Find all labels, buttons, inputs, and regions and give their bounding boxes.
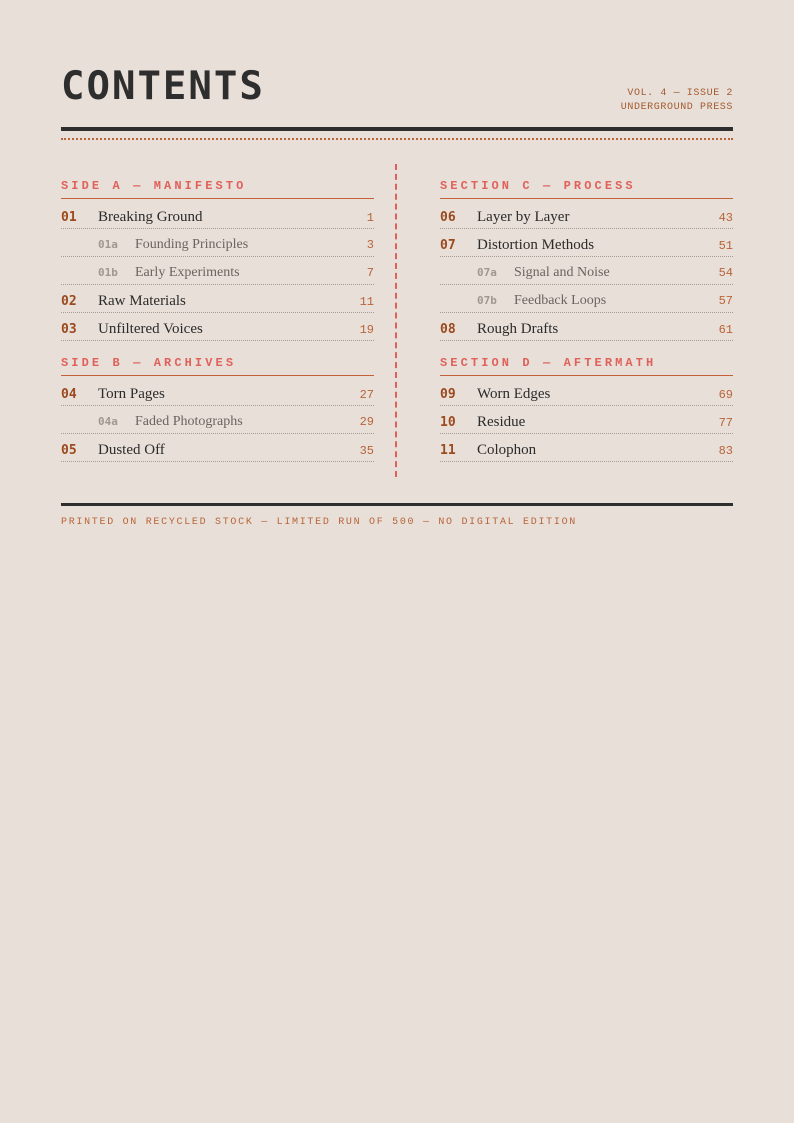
contents-page <box>61 0 733 458</box>
entry-number: 11 <box>440 443 456 458</box>
toc-section <box>440 178 733 341</box>
entry-title: Worn Edges <box>477 386 551 402</box>
column-divider <box>395 164 397 477</box>
entry-title: Breaking Ground <box>98 209 203 225</box>
page-number: 69 <box>718 388 733 402</box>
entry-number: 06 <box>440 210 456 225</box>
toc-entry[interactable] <box>61 285 374 313</box>
toc-subentry[interactable] <box>61 406 374 434</box>
entry-number: 02 <box>61 294 77 309</box>
page-number: 35 <box>359 444 374 458</box>
left-column <box>61 178 374 476</box>
section-title: SIDE B — ARCHIVES <box>61 355 374 376</box>
section-title: SECTION C — PROCESS <box>440 178 733 199</box>
page-number: 27 <box>359 388 374 402</box>
page-number: 43 <box>718 211 733 225</box>
entry-title: Distortion Methods <box>477 237 595 253</box>
entry-title: Unfiltered Voices <box>98 321 203 337</box>
entry-title: Layer by Layer <box>477 209 570 225</box>
page-number: 11 <box>359 295 374 309</box>
toc-subentry[interactable] <box>440 257 733 285</box>
page-number: 83 <box>718 444 733 458</box>
entry-title: Colophon <box>477 442 537 458</box>
toc-entry[interactable] <box>61 378 374 406</box>
entry-title: Raw Materials <box>98 293 186 309</box>
section-title: SIDE A — MANIFESTO <box>61 178 374 199</box>
entry-title: Signal and Noise <box>514 265 610 280</box>
entry-title: Early Experiments <box>135 265 240 280</box>
footer-note: PRINTED ON RECYCLED STOCK — LIMITED RUN OF 500 — NO DIGITAL EDITION <box>61 517 577 528</box>
section-title: SECTION D — AFTERMATH <box>440 355 733 376</box>
dotted-rule <box>61 138 733 140</box>
entry-title: Faded Photographs <box>135 414 243 429</box>
page-number: 54 <box>718 266 733 280</box>
toc-entry[interactable] <box>440 229 733 257</box>
entry-number: 08 <box>440 322 456 337</box>
entry-number: 03 <box>61 322 77 337</box>
entry-number: 01b <box>98 266 118 279</box>
entry-number: 01a <box>98 238 118 251</box>
entry-number: 07b <box>477 294 497 307</box>
toc-entry[interactable] <box>61 434 374 462</box>
header-rule <box>61 127 733 131</box>
page-number: 61 <box>718 323 733 337</box>
page-number: 19 <box>359 323 374 337</box>
page-number: 3 <box>366 238 374 252</box>
entry-number: 01 <box>61 210 77 225</box>
toc-entry[interactable] <box>440 378 733 406</box>
issue-meta <box>621 87 733 115</box>
page-number: 29 <box>359 415 374 429</box>
volume-issue: VOL. 4 — ISSUE 2 <box>627 88 733 99</box>
entry-title: Torn Pages <box>98 386 165 402</box>
toc-subentry[interactable] <box>440 285 733 313</box>
toc-subentry[interactable] <box>61 257 374 285</box>
entry-number: 04 <box>61 387 77 402</box>
toc-section <box>61 355 374 462</box>
entry-title: Dusted Off <box>98 442 165 458</box>
footer-rule <box>61 503 733 506</box>
page-title: CONTENTS <box>61 64 265 109</box>
page-number: 1 <box>366 211 374 225</box>
toc-entry[interactable] <box>440 434 733 462</box>
toc-entry[interactable] <box>440 406 733 434</box>
toc-entry[interactable] <box>61 201 374 229</box>
entry-number: 05 <box>61 443 77 458</box>
page-number: 7 <box>366 266 374 280</box>
toc-entry[interactable] <box>440 201 733 229</box>
entry-number: 10 <box>440 415 456 430</box>
right-column <box>440 178 733 476</box>
page-number: 51 <box>718 239 733 253</box>
entry-number: 07a <box>477 266 497 279</box>
page-number: 77 <box>718 416 733 430</box>
toc-entry[interactable] <box>440 313 733 341</box>
header <box>61 0 733 127</box>
entry-title: Rough Drafts <box>477 321 559 337</box>
entry-title: Feedback Loops <box>514 293 607 308</box>
entry-number: 09 <box>440 387 456 402</box>
toc-section <box>61 178 374 341</box>
entry-number: 07 <box>440 238 456 253</box>
entry-title: Residue <box>477 414 526 430</box>
publisher: UNDERGROUND PRESS <box>620 102 733 113</box>
toc-section <box>440 355 733 462</box>
entry-title: Founding Principles <box>135 237 249 252</box>
page-number: 57 <box>718 294 733 308</box>
toc-subentry[interactable] <box>61 229 374 257</box>
toc-entry[interactable] <box>61 313 374 341</box>
entry-number: 04a <box>98 415 118 428</box>
